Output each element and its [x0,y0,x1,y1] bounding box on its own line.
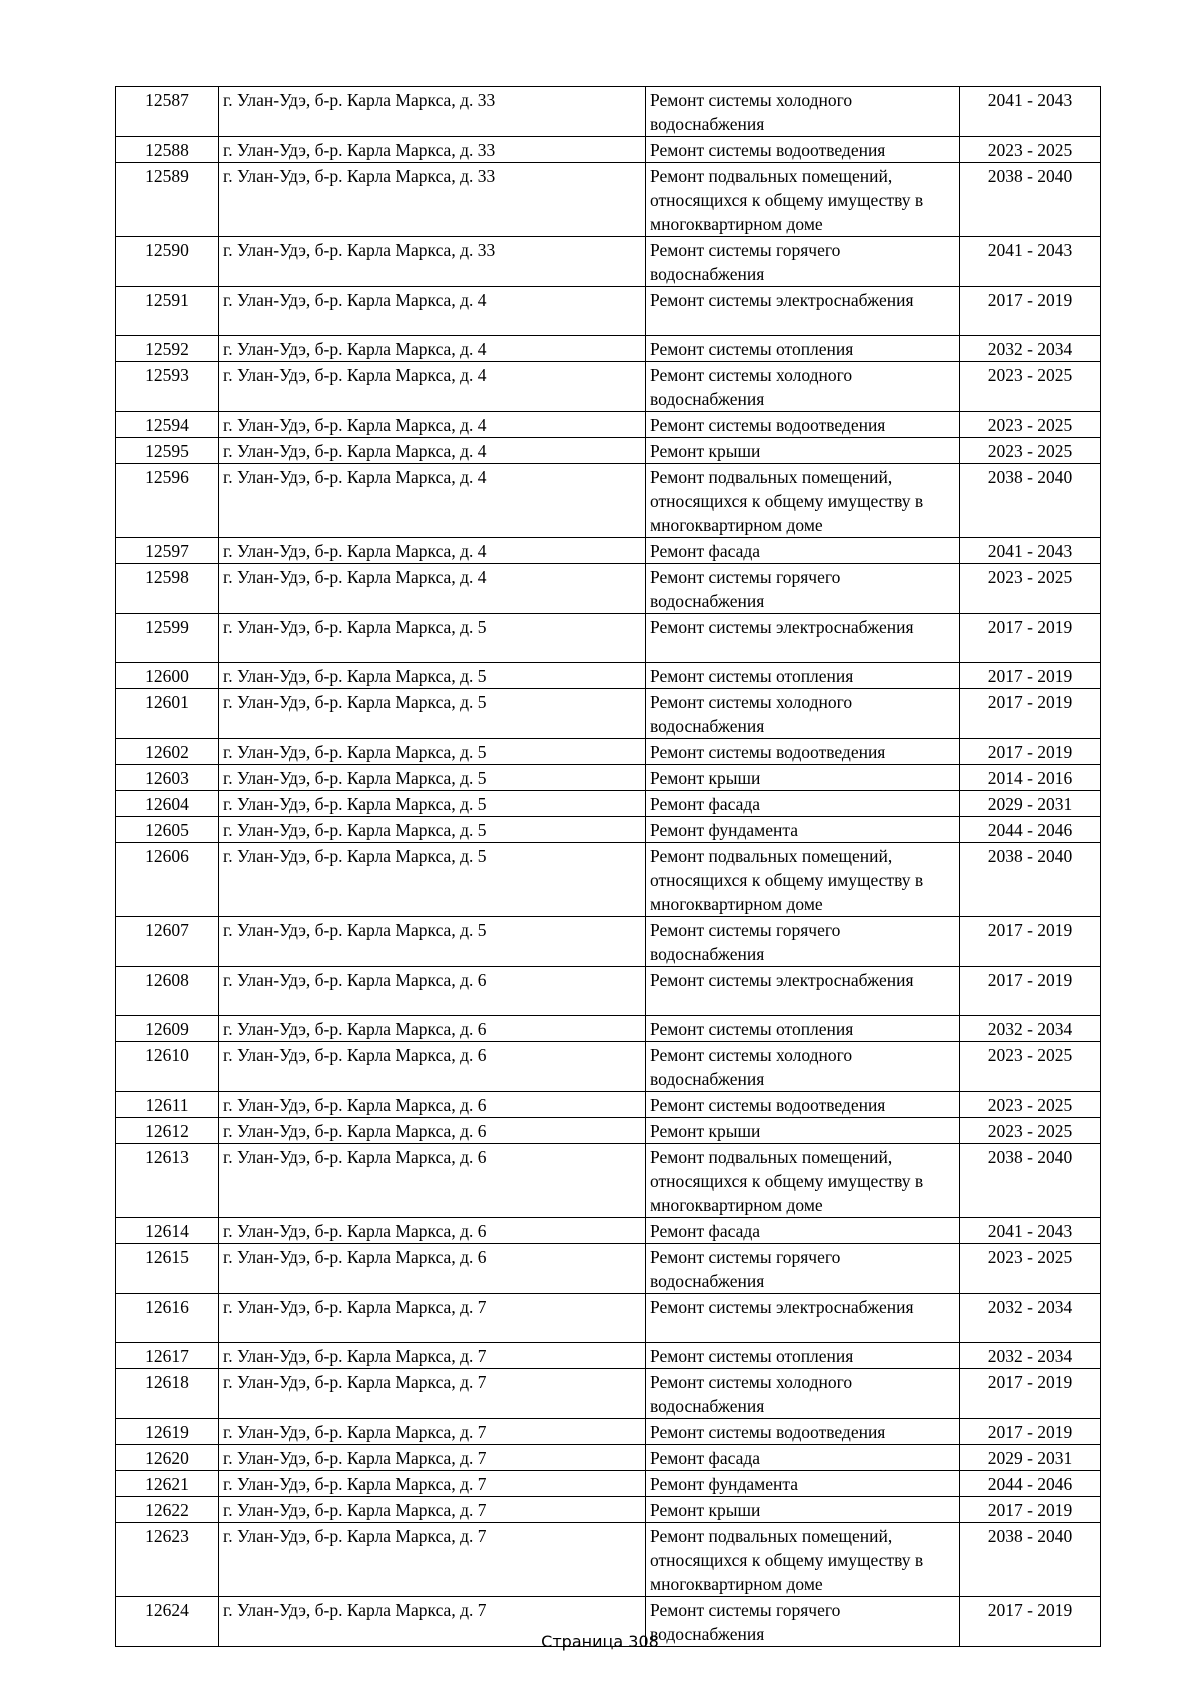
row-period: 2038 - 2040 [960,163,1101,237]
row-period: 2038 - 2040 [960,1523,1101,1597]
row-work-type: Ремонт крыши [646,438,960,464]
row-work-type: Ремонт подвальных помещений, относящихся к общему имуществу в многоквартирном доме [646,464,960,538]
table-row [116,791,1101,817]
row-period: 2017 - 2019 [960,689,1101,739]
table-row [116,689,1101,739]
row-work-type: Ремонт фундамента [646,817,960,843]
row-number: 12594 [116,412,219,438]
row-address: г. Улан-Удэ, б-р. Карла Маркса, д. 33 [219,237,646,287]
row-number: 12591 [116,287,219,336]
row-work-type: Ремонт системы отопления [646,663,960,689]
row-number: 12621 [116,1471,219,1497]
row-address: г. Улан-Удэ, б-р. Карла Маркса, д. 4 [219,287,646,336]
row-period: 2032 - 2034 [960,336,1101,362]
row-address: г. Улан-Удэ, б-р. Карла Маркса, д. 7 [219,1523,646,1597]
table-row [116,663,1101,689]
row-work-type: Ремонт фасада [646,1218,960,1244]
row-number: 12587 [116,87,219,137]
row-address: г. Улан-Удэ, б-р. Карла Маркса, д. 5 [219,739,646,765]
row-number: 12610 [116,1042,219,1092]
row-work-type: Ремонт системы водоотведения [646,137,960,163]
row-period: 2023 - 2025 [960,1118,1101,1144]
row-period: 2017 - 2019 [960,1597,1101,1647]
row-period: 2032 - 2034 [960,1343,1101,1369]
row-period: 2023 - 2025 [960,1092,1101,1118]
row-number: 12603 [116,765,219,791]
row-period: 2017 - 2019 [960,1369,1101,1419]
row-number: 12614 [116,1218,219,1244]
table-row [116,1144,1101,1218]
row-number: 12601 [116,689,219,739]
row-work-type: Ремонт системы холодного водоснабжения [646,362,960,412]
row-period: 2023 - 2025 [960,564,1101,614]
table-row [116,538,1101,564]
row-work-type: Ремонт системы холодного водоснабжения [646,689,960,739]
row-number: 12622 [116,1497,219,1523]
row-number: 12609 [116,1016,219,1042]
row-address: г. Улан-Удэ, б-р. Карла Маркса, д. 4 [219,336,646,362]
row-period: 2029 - 2031 [960,1445,1101,1471]
row-work-type: Ремонт фундамента [646,1471,960,1497]
row-address: г. Улан-Удэ, б-р. Карла Маркса, д. 7 [219,1597,646,1647]
row-period: 2023 - 2025 [960,438,1101,464]
row-work-type: Ремонт системы электроснабжения [646,1294,960,1343]
row-address: г. Улан-Удэ, б-р. Карла Маркса, д. 7 [219,1419,646,1445]
table-row [116,137,1101,163]
row-period: 2023 - 2025 [960,137,1101,163]
row-address: г. Улан-Удэ, б-р. Карла Маркса, д. 33 [219,163,646,237]
table-row [116,1445,1101,1471]
row-number: 12598 [116,564,219,614]
table-row [116,917,1101,967]
row-address: г. Улан-Удэ, б-р. Карла Маркса, д. 5 [219,917,646,967]
row-period: 2038 - 2040 [960,843,1101,917]
table-row [116,817,1101,843]
row-address: г. Улан-Удэ, б-р. Карла Маркса, д. 6 [219,1042,646,1092]
row-address: г. Улан-Удэ, б-р. Карла Маркса, д. 5 [219,614,646,663]
table-row [116,614,1101,663]
table-row [116,739,1101,765]
table-row [116,1419,1101,1445]
row-work-type: Ремонт системы электроснабжения [646,614,960,663]
row-address: г. Улан-Удэ, б-р. Карла Маркса, д. 7 [219,1294,646,1343]
table-row [116,1294,1101,1343]
row-work-type: Ремонт крыши [646,1118,960,1144]
table-row [116,765,1101,791]
row-number: 12615 [116,1244,219,1294]
row-number: 12619 [116,1419,219,1445]
row-work-type: Ремонт фасада [646,538,960,564]
row-address: г. Улан-Удэ, б-р. Карла Маркса, д. 6 [219,1118,646,1144]
row-address: г. Улан-Удэ, б-р. Карла Маркса, д. 5 [219,843,646,917]
row-period: 2038 - 2040 [960,1144,1101,1218]
row-work-type: Ремонт подвальных помещений, относящихся к общему имуществу в многоквартирном доме [646,1523,960,1597]
row-period: 2017 - 2019 [960,614,1101,663]
row-number: 12605 [116,817,219,843]
table-row [116,1118,1101,1144]
row-period: 2041 - 2043 [960,87,1101,137]
row-work-type: Ремонт подвальных помещений, относящихся к общему имуществу в многоквартирном доме [646,163,960,237]
table-row [116,1042,1101,1092]
row-period: 2017 - 2019 [960,663,1101,689]
row-period: 2041 - 2043 [960,538,1101,564]
row-number: 12602 [116,739,219,765]
row-work-type: Ремонт системы электроснабжения [646,967,960,1016]
table-row [116,163,1101,237]
row-work-type: Ремонт подвальных помещений, относящихся к общему имуществу в многоквартирном доме [646,843,960,917]
table-row [116,412,1101,438]
row-period: 2032 - 2034 [960,1294,1101,1343]
row-work-type: Ремонт системы водоотведения [646,1092,960,1118]
row-address: г. Улан-Удэ, б-р. Карла Маркса, д. 4 [219,412,646,438]
row-work-type: Ремонт системы водоотведения [646,739,960,765]
row-work-type: Ремонт системы холодного водоснабжения [646,1369,960,1419]
row-work-type: Ремонт системы холодного водоснабжения [646,87,960,137]
row-address: г. Улан-Удэ, б-р. Карла Маркса, д. 5 [219,817,646,843]
table-row [116,843,1101,917]
row-number: 12599 [116,614,219,663]
row-address: г. Улан-Удэ, б-р. Карла Маркса, д. 33 [219,137,646,163]
row-address: г. Улан-Удэ, б-р. Карла Маркса, д. 4 [219,564,646,614]
table-row [116,438,1101,464]
row-number: 12613 [116,1144,219,1218]
table-row [116,1497,1101,1523]
row-number: 12612 [116,1118,219,1144]
row-number: 12590 [116,237,219,287]
row-period: 2017 - 2019 [960,287,1101,336]
row-number: 12618 [116,1369,219,1419]
row-number: 12606 [116,843,219,917]
table-row [116,1016,1101,1042]
table-row [116,1244,1101,1294]
table-row [116,362,1101,412]
row-period: 2023 - 2025 [960,412,1101,438]
row-address: г. Улан-Удэ, б-р. Карла Маркса, д. 5 [219,791,646,817]
row-number: 12596 [116,464,219,538]
row-address: г. Улан-Удэ, б-р. Карла Маркса, д. 4 [219,438,646,464]
row-address: г. Улан-Удэ, б-р. Карла Маркса, д. 4 [219,362,646,412]
table-row [116,336,1101,362]
table-row [116,287,1101,336]
row-number: 12595 [116,438,219,464]
table-row [116,1523,1101,1597]
row-period: 2017 - 2019 [960,967,1101,1016]
page-number: Страница 308 [541,1632,659,1651]
row-work-type: Ремонт системы водоотведения [646,1419,960,1445]
row-address: г. Улан-Удэ, б-р. Карла Маркса, д. 6 [219,1244,646,1294]
table-row [116,1369,1101,1419]
row-work-type: Ремонт системы горячего водоснабжения [646,1244,960,1294]
row-address: г. Улан-Удэ, б-р. Карла Маркса, д. 5 [219,765,646,791]
table-row [116,464,1101,538]
row-address: г. Улан-Удэ, б-р. Карла Маркса, д. 5 [219,663,646,689]
row-address: г. Улан-Удэ, б-р. Карла Маркса, д. 7 [219,1343,646,1369]
row-address: г. Улан-Удэ, б-р. Карла Маркса, д. 7 [219,1471,646,1497]
row-address: г. Улан-Удэ, б-р. Карла Маркса, д. 4 [219,464,646,538]
row-work-type: Ремонт системы горячего водоснабжения [646,917,960,967]
row-number: 12623 [116,1523,219,1597]
table-row [116,1218,1101,1244]
row-number: 12593 [116,362,219,412]
row-address: г. Улан-Удэ, б-р. Карла Маркса, д. 6 [219,1144,646,1218]
table-row [116,1471,1101,1497]
row-address: г. Улан-Удэ, б-р. Карла Маркса, д. 6 [219,1016,646,1042]
row-work-type: Ремонт фасада [646,791,960,817]
row-period: 2038 - 2040 [960,464,1101,538]
table-row [116,564,1101,614]
row-period: 2017 - 2019 [960,739,1101,765]
row-work-type: Ремонт системы холодного водоснабжения [646,1042,960,1092]
row-period: 2032 - 2034 [960,1016,1101,1042]
row-address: г. Улан-Удэ, б-р. Карла Маркса, д. 7 [219,1369,646,1419]
row-work-type: Ремонт крыши [646,1497,960,1523]
row-period: 2044 - 2046 [960,817,1101,843]
row-work-type: Ремонт системы водоотведения [646,412,960,438]
row-address: г. Улан-Удэ, б-р. Карла Маркса, д. 4 [219,538,646,564]
table-row [116,87,1101,137]
repair-schedule-table [115,86,1101,1647]
table-row [116,1343,1101,1369]
row-number: 12592 [116,336,219,362]
row-period: 2029 - 2031 [960,791,1101,817]
row-number: 12600 [116,663,219,689]
row-address: г. Улан-Удэ, б-р. Карла Маркса, д. 7 [219,1445,646,1471]
row-period: 2014 - 2016 [960,765,1101,791]
row-address: г. Улан-Удэ, б-р. Карла Маркса, д. 6 [219,967,646,1016]
row-number: 12624 [116,1597,219,1647]
row-number: 12616 [116,1294,219,1343]
row-number: 12597 [116,538,219,564]
row-work-type: Ремонт подвальных помещений, относящихся к общему имуществу в многоквартирном доме [646,1144,960,1218]
row-period: 2041 - 2043 [960,237,1101,287]
row-number: 12620 [116,1445,219,1471]
row-address: г. Улан-Удэ, б-р. Карла Маркса, д. 6 [219,1092,646,1118]
table-row [116,237,1101,287]
table-row [116,967,1101,1016]
row-work-type: Ремонт системы электроснабжения [646,287,960,336]
row-number: 12611 [116,1092,219,1118]
row-period: 2023 - 2025 [960,1042,1101,1092]
row-number: 12617 [116,1343,219,1369]
row-work-type: Ремонт системы отопления [646,336,960,362]
row-period: 2017 - 2019 [960,1419,1101,1445]
row-number: 12607 [116,917,219,967]
row-period: 2017 - 2019 [960,917,1101,967]
row-period: 2023 - 2025 [960,362,1101,412]
row-period: 2017 - 2019 [960,1497,1101,1523]
row-address: г. Улан-Удэ, б-р. Карла Маркса, д. 7 [219,1497,646,1523]
row-number: 12589 [116,163,219,237]
row-number: 12588 [116,137,219,163]
row-period: 2023 - 2025 [960,1244,1101,1294]
row-address: г. Улан-Удэ, б-р. Карла Маркса, д. 5 [219,689,646,739]
row-address: г. Улан-Удэ, б-р. Карла Маркса, д. 33 [219,87,646,137]
row-period: 2041 - 2043 [960,1218,1101,1244]
row-work-type: Ремонт фасада [646,1445,960,1471]
row-work-type: Ремонт системы отопления [646,1343,960,1369]
row-work-type: Ремонт системы горячего водоснабжения [646,237,960,287]
row-number: 12604 [116,791,219,817]
row-address: г. Улан-Удэ, б-р. Карла Маркса, д. 6 [219,1218,646,1244]
table-row [116,1092,1101,1118]
row-work-type: Ремонт системы горячего водоснабжения [646,1597,960,1647]
row-period: 2044 - 2046 [960,1471,1101,1497]
row-number: 12608 [116,967,219,1016]
row-work-type: Ремонт системы горячего водоснабжения [646,564,960,614]
row-work-type: Ремонт системы отопления [646,1016,960,1042]
table-body [116,87,1101,1647]
row-work-type: Ремонт крыши [646,765,960,791]
